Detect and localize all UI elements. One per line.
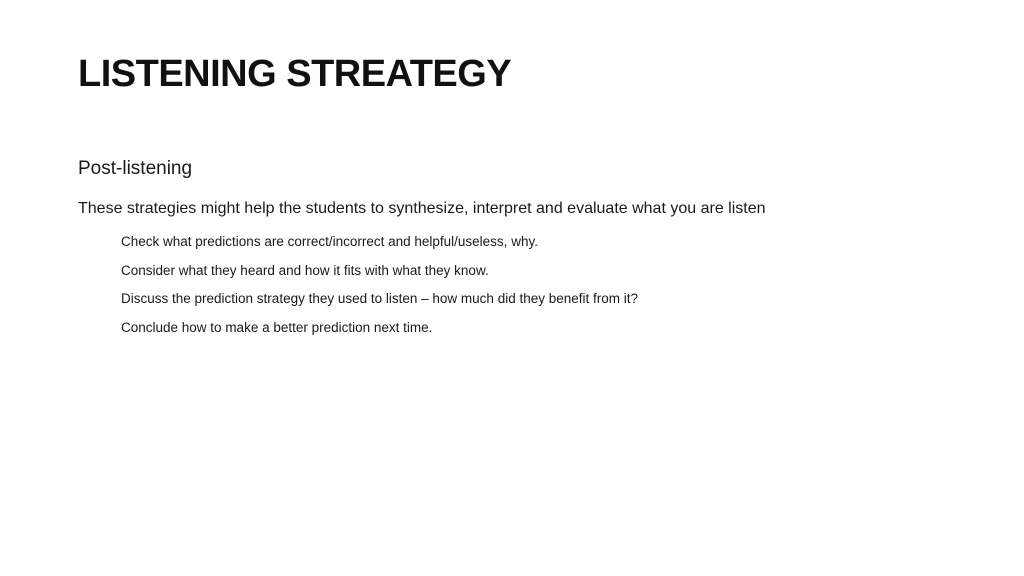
slide-title: LISTENING STREATEGY (78, 53, 512, 95)
bullet-item: Discuss the prediction strategy they used to listen – how much did they benefit from it? (121, 291, 639, 306)
bullet-item: Consider what they heard and how it fits with what they know. (121, 262, 489, 278)
bullet-list (121, 232, 638, 346)
bullet-item: Conclude how to make a better prediction next time. (121, 319, 433, 335)
bullet-item: Check what predictions are correct/incorrect and helpful/useless, why. (121, 234, 538, 249)
section-heading: Post-listening (78, 158, 193, 179)
intro-text: These strategies might help the students to synthesize, interpret and evaluate what you are listen (78, 200, 766, 217)
